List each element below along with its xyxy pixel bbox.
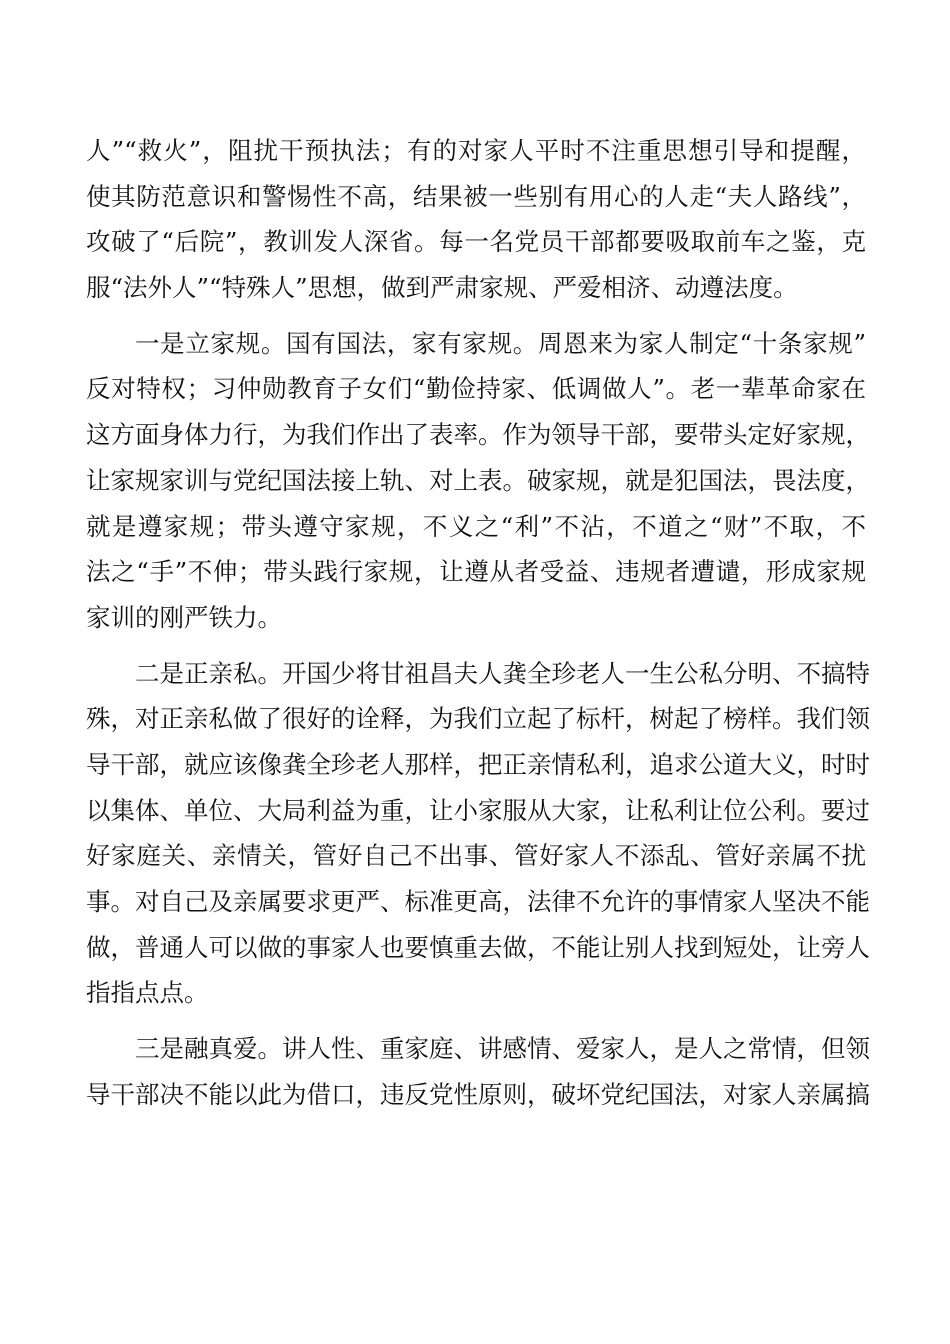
text-line: 指指点点。 (86, 978, 209, 1008)
text-line: 就是遵家规；带头遵守家规，不义之“利”不沾，不道之“财”不取，不 (86, 511, 866, 541)
paragraph-gap (86, 1016, 866, 1026)
paragraph-true-love (86, 1026, 870, 1117)
text-line: 以集体、单位、大局利益为重，让小家服从大家，让私利让位公利。要过 (86, 795, 870, 825)
paragraph-gap (86, 641, 866, 651)
text-line: 攻破了“后院”，教训发人深省。每一名党员干部都要吸取前车之鉴，克 (86, 227, 866, 257)
text-line: 三是融真爱。讲人性、重家庭、讲感情、爱家人，是人之常情，但领 (135, 1034, 870, 1064)
paragraph-establish-family-rules (86, 321, 870, 641)
text-line: 事。对自己及亲属要求更严、标准更高，法律不允许的事情家人坚决不能 (86, 887, 870, 916)
paragraph-continuation (86, 128, 866, 311)
text-line: 这方面身体力行，为我们作出了表率。作为领导干部，要带头定好家规， (86, 420, 870, 450)
text-line: 一是立家规。国有国法，家有家规。周恩来为家人制定“十条家规” (135, 328, 866, 358)
text-line: 家训的刚严铁力。 (86, 602, 282, 632)
paragraph-gap (86, 311, 866, 321)
text-line: 法之“手”不伸；带头践行家规，让遵从者受益、违规者遭谴，形成家规 (86, 557, 866, 587)
text-line: 反对特权；习仲勋教育子女们“勤俭持家、低调做人”。老一辈革命家在 (86, 374, 866, 404)
paragraph-rectify-kinship (86, 651, 870, 1017)
text-line: 使其防范意识和警惕性不高，结果被一些别有用心的人走“夫人路线”， (86, 181, 866, 211)
text-line: 人”“救火”，阻扰干预执法；有的对家人平时不注重思想引导和提醒， (86, 136, 866, 165)
text-line: 好家庭关、亲情关，管好自己不出事、管好家人不添乱、管好亲属不扰 (86, 841, 866, 871)
text-line: 导干部，就应该像龚全珍老人那样，把正亲情私利，追求公道大义，时时 (86, 749, 870, 779)
text-line: 做，普通人可以做的事家人也要慎重去做，不能让别人找到短处，让旁人 (86, 932, 870, 962)
text-line: 二是正亲私。开国少将甘祖昌夫人龚全珍老人一生公私分明、不搞特 (135, 658, 870, 688)
text-line: 服“法外人”“特殊人”思想，做到严肃家规、严爱相济、动遵法度。 (86, 273, 798, 303)
document-body (86, 128, 870, 1117)
text-line: 导干部决不能以此为借口，违反党性原则，破坏党纪国法，对家人亲属搞 (86, 1079, 870, 1109)
text-line: 殊，对正亲私做了很好的诠释，为我们立起了标杆，树起了榜样。我们领 (86, 704, 870, 734)
text-line: 让家规家训与党纪国法接上轨、对上表。破家规，就是犯国法，畏法度， (86, 465, 870, 495)
